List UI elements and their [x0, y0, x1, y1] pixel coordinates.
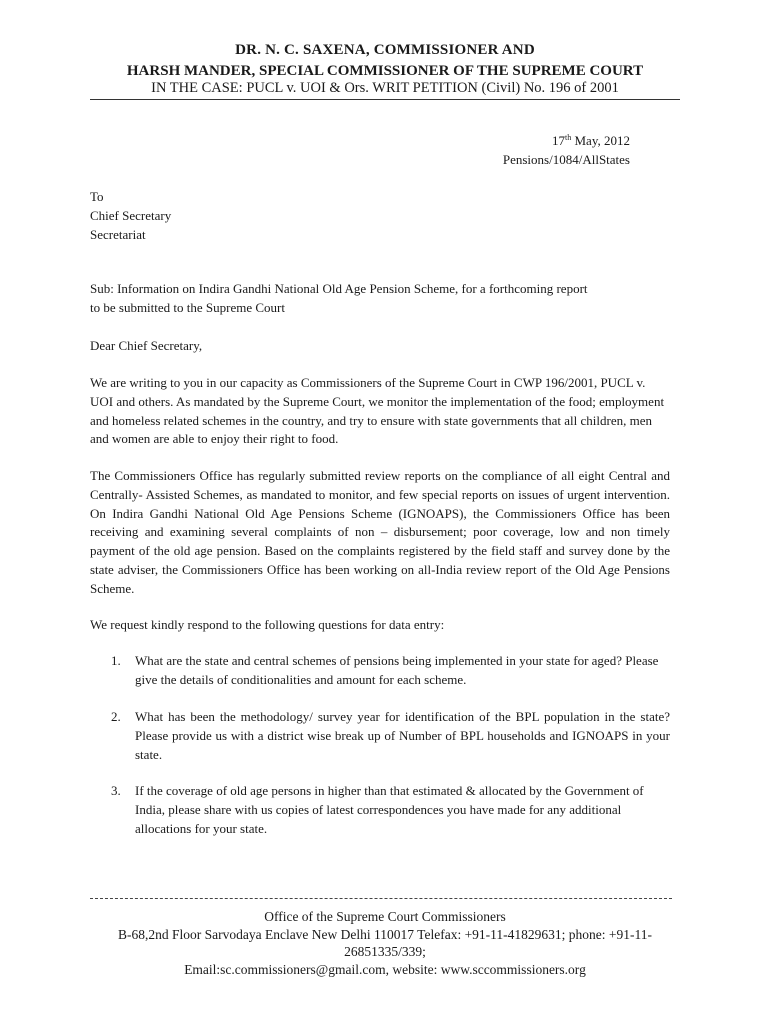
- question-item: [90, 708, 670, 764]
- footer-divider: [90, 898, 672, 899]
- date-month-year: May, 2012: [571, 133, 630, 148]
- header-special-commissioner-line: HARSH MANDER, SPECIAL COMMISSIONER OF THE SUPREME COURT: [126, 63, 644, 79]
- question-text: What has been the methodology/ survey year for identification of the BPL population in the state? Please provide us with a district wise break up of Number of BPL households and IGNOAPS in your state.: [135, 709, 670, 762]
- footer-address-line-1: B-68,2nd Floor Sarvodaya Enclave New Delhi 110017 Telefax: +91-11-41829631; phone: +91-11-: [117, 927, 653, 942]
- salutation: Dear Chief Secretary,: [90, 338, 203, 353]
- footer-contact: Email:sc.commissioners@gmail.com, website: www.sccommissioners.org: [184, 962, 586, 977]
- recipient-title: Chief Secretary: [90, 208, 172, 223]
- header-case-line: IN THE CASE: PUCL v. UOI & Ors. WRIT PETITION (Civil) No. 196 of 2001: [151, 80, 619, 96]
- question-number: 2.: [111, 709, 121, 724]
- header-divider: [90, 99, 680, 100]
- subject-line-1: Sub: Information on Indira Gandhi National Old Age Pension Scheme, for a forthcoming report: [90, 281, 588, 296]
- date-day: 17: [552, 133, 566, 148]
- question-list-3: [90, 782, 670, 838]
- question-text: What are the state and central schemes of pensions being implemented in your state for aged? Please give the details of conditionalities and amount for each scheme.: [135, 653, 659, 687]
- question-list-2: [90, 708, 670, 764]
- footer-address-line-2: 26851335/339;: [344, 944, 426, 959]
- question-number: 1.: [111, 653, 121, 668]
- question-item: [90, 782, 670, 838]
- letter-reference: Pensions/1084/AllStates: [502, 152, 630, 167]
- question-item: [90, 652, 670, 690]
- paragraph-background: The Commissioners Office has regularly submitted review reports on the compliance of all eight Central and Centrally- Assisted Schemes, as mandated to monitor, and few special reports on issues of urgent intervention. On Indira Gandhi National Old Age Pensions Scheme (IGNOAPS), the Commissioners Office has been receiving and examining several complaints of non – disbursement; poor coverage, low and non timely payment of the old age pension. Based on the complaints registered by the field staff and survey done by the state adviser, the Commissioners Office has been working on all-India review report of the Old Age Pensions Scheme.: [90, 468, 670, 596]
- recipient-to: To: [90, 189, 104, 204]
- subject-line-2: to be submitted to the Supreme Court: [90, 300, 285, 315]
- paragraph-introduction: We are writing to you in our capacity as Commissioners of the Supreme Court in CWP 196/2001, PUCL v. UOI and others. As mandated by the Supreme Court, we monitor the implementation of the food; employment and homeless related schemes in the country, and try to ensure with state governments that all children, men and women are able to enjoy their right to food.: [90, 375, 665, 447]
- letter-date: [552, 133, 630, 149]
- question-text: If the coverage of old age persons in higher than that estimated & allocated by the Government of India, please share with us copies of latest correspondences you have made for any additional allocations for your state.: [135, 783, 644, 836]
- question-list: [90, 652, 670, 690]
- paragraph-request: We request kindly respond to the following questions for data entry:: [90, 617, 445, 632]
- recipient-office: Secretariat: [90, 227, 146, 242]
- date-suffix: th: [565, 133, 572, 142]
- question-number: 3.: [111, 783, 121, 798]
- header-commissioner-line: DR. N. C. SAXENA, COMMISSIONER AND: [235, 42, 535, 58]
- footer-office: Office of the Supreme Court Commissioners: [264, 909, 506, 924]
